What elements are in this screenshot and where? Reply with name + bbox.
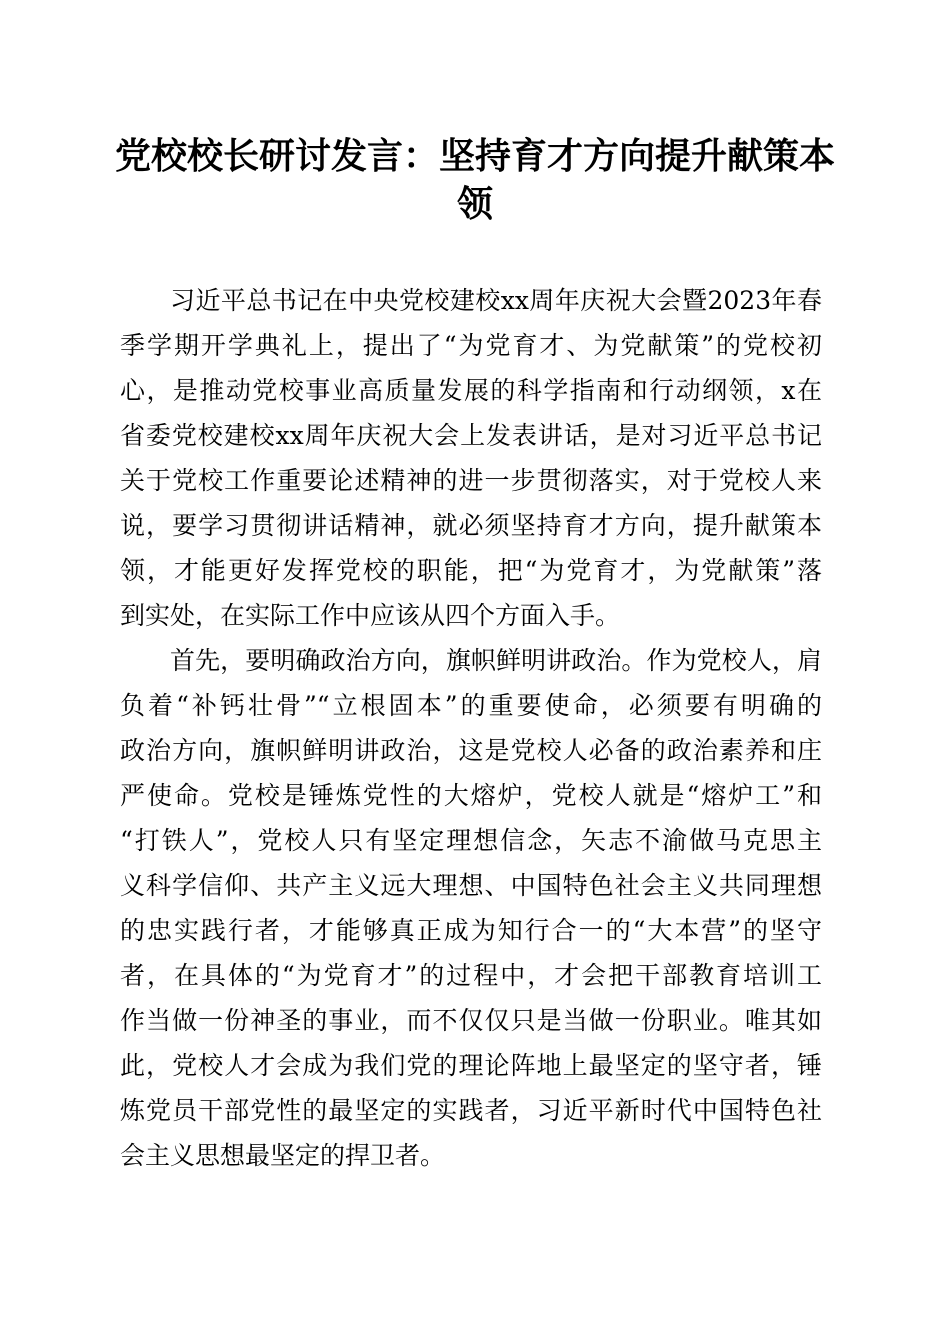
paragraph-line: 作当做一份神圣的事业，而不仅仅只是当做一份职业。唯其如 bbox=[120, 1006, 822, 1035]
paragraph-line: 到实处，在实际工作中应该从四个方面入手。 bbox=[120, 601, 621, 630]
paragraph-line: 义科学信仰、共产主义远大理想、中国特色社会主义共同理想 bbox=[120, 871, 822, 900]
paragraph-line: 会主义思想最坚定的捍卫者。 bbox=[120, 1141, 446, 1170]
paragraph-line: 习近平总书记在中央党校建校xx周年庆祝大会暨2023年春 bbox=[170, 286, 822, 315]
paragraph-line: 此，党校人才会成为我们党的理论阵地上最坚定的坚守者，锤 bbox=[120, 1051, 822, 1080]
paragraph-line: 者，在具体的“为党育才”的过程中，才会把干部教育培训工 bbox=[120, 961, 822, 990]
paragraph-line: 严使命。党校是锤炼党性的大熔炉，党校人就是“熔炉工”和 bbox=[120, 781, 822, 810]
paragraph-line: 关于党校工作重要论述精神的进一步贯彻落实，对于党校人来 bbox=[120, 466, 822, 495]
paragraph-line: 心，是推动党校事业高质量发展的科学指南和行动纲领，x在 bbox=[120, 376, 822, 405]
paragraph-line: 领，才能更好发挥党校的职能，把“为党育才，为党献策”落 bbox=[120, 556, 822, 585]
paragraph-line: 政治方向，旗帜鲜明讲政治，这是党校人必备的政治素养和庄 bbox=[120, 736, 822, 765]
paragraph-line: “打铁人”，党校人只有坚定理想信念，矢志不渝做马克思主 bbox=[120, 826, 822, 855]
document-title bbox=[110, 132, 840, 228]
title-line-1: 党校校长研讨发言：坚持育才方向提升献策本 bbox=[114, 135, 835, 177]
paragraph-line: 的忠实践行者，才能够真正成为知行合一的“大本营”的坚守 bbox=[120, 916, 822, 945]
paragraph-line: 负着“补钙壮骨”“立根固本”的重要使命，必须要有明确的 bbox=[120, 691, 822, 720]
title-line-2: 领 bbox=[456, 183, 493, 225]
document-body bbox=[120, 278, 822, 1178]
paragraph-line: 季学期开学典礼上，提出了“为党育才、为党献策”的党校初 bbox=[120, 331, 822, 360]
paragraph-line: 炼党员干部党性的最坚定的实践者，习近平新时代中国特色社 bbox=[120, 1096, 822, 1125]
paragraph-line: 首先，要明确政治方向，旗帜鲜明讲政治。作为党校人，肩 bbox=[170, 646, 822, 675]
paragraph bbox=[120, 278, 822, 638]
paragraph bbox=[120, 638, 822, 1178]
paragraph-line: 省委党校建校xx周年庆祝大会上发表讲话，是对习近平总书记 bbox=[120, 421, 822, 450]
paragraph-line: 说，要学习贯彻讲话精神，就必须坚持育才方向，提升献策本 bbox=[120, 511, 822, 540]
